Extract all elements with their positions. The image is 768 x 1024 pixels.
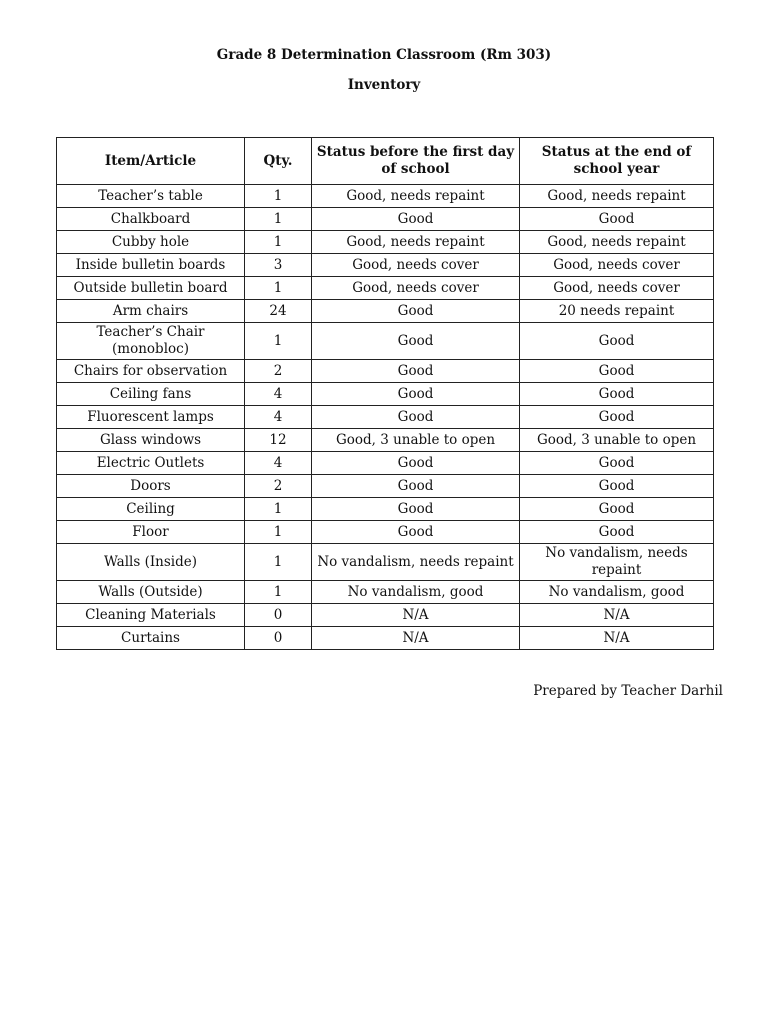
item-cell: Teacher’s Chair (monobloc)	[57, 323, 245, 360]
status-before-cell: Good	[312, 360, 520, 383]
qty-cell: 4	[245, 452, 312, 475]
qty-cell: 1	[245, 521, 312, 544]
status-before-cell: Good	[312, 323, 520, 360]
table-row	[57, 277, 714, 300]
qty-cell: 24	[245, 300, 312, 323]
qty-cell: 1	[245, 498, 312, 521]
status-end-cell: Good, 3 unable to open	[520, 429, 714, 452]
prepared-by-note: Prepared by Teacher Darhil	[533, 683, 723, 699]
qty-cell: 1	[245, 581, 312, 604]
table-row	[57, 323, 714, 360]
status-end-cell: Good, needs repaint	[520, 185, 714, 208]
status-before-cell: N/A	[312, 604, 520, 627]
status-end-cell: Good, needs repaint	[520, 231, 714, 254]
qty-cell: 12	[245, 429, 312, 452]
status-end-cell: N/A	[520, 627, 714, 650]
table-row	[57, 231, 714, 254]
table-row	[57, 544, 714, 581]
qty-cell: 4	[245, 406, 312, 429]
status-before-cell: No vandalism, good	[312, 581, 520, 604]
status-before-cell: Good	[312, 300, 520, 323]
inventory-table-header	[57, 138, 714, 185]
qty-cell: 2	[245, 360, 312, 383]
status-end-cell: Good, needs cover	[520, 254, 714, 277]
status-before-cell: Good	[312, 498, 520, 521]
status-before-cell: Good, needs cover	[312, 277, 520, 300]
item-cell: Fluorescent lamps	[57, 406, 245, 429]
qty-cell: 3	[245, 254, 312, 277]
inventory-table	[56, 137, 714, 650]
item-cell: Cubby hole	[57, 231, 245, 254]
document-title: Grade 8 Determination Classroom (Rm 303)	[216, 47, 552, 63]
status-end-cell: Good, needs cover	[520, 277, 714, 300]
header-item-article: Item/Article	[57, 138, 245, 185]
document-subtitle: Inventory	[347, 77, 421, 93]
item-cell: Ceiling	[57, 498, 245, 521]
item-cell: Curtains	[57, 627, 245, 650]
status-end-cell: No vandalism, good	[520, 581, 714, 604]
item-cell: Chairs for observation	[57, 360, 245, 383]
qty-cell: 1	[245, 544, 312, 581]
status-before-cell: Good, needs repaint	[312, 185, 520, 208]
item-cell: Arm chairs	[57, 300, 245, 323]
status-before-cell: Good, needs repaint	[312, 231, 520, 254]
status-before-cell: Good, 3 unable to open	[312, 429, 520, 452]
status-before-cell: No vandalism, needs repaint	[312, 544, 520, 581]
qty-cell: 1	[245, 277, 312, 300]
inventory-table-body	[57, 185, 714, 650]
qty-cell: 1	[245, 185, 312, 208]
table-row	[57, 429, 714, 452]
status-end-cell: 20 needs repaint	[520, 300, 714, 323]
table-row	[57, 208, 714, 231]
status-end-cell: N/A	[520, 604, 714, 627]
status-end-cell: Good	[520, 383, 714, 406]
table-row	[57, 452, 714, 475]
status-end-cell: Good	[520, 498, 714, 521]
qty-cell: 1	[245, 208, 312, 231]
table-row	[57, 521, 714, 544]
status-end-cell: Good	[520, 475, 714, 498]
item-cell: Walls (Outside)	[57, 581, 245, 604]
item-cell: Floor	[57, 521, 245, 544]
qty-cell: 1	[245, 323, 312, 360]
status-end-cell: Good	[520, 360, 714, 383]
table-row	[57, 604, 714, 627]
table-row	[57, 383, 714, 406]
item-cell: Ceiling fans	[57, 383, 245, 406]
status-end-cell: Good	[520, 208, 714, 231]
table-row	[57, 185, 714, 208]
status-before-cell: Good	[312, 452, 520, 475]
table-row	[57, 475, 714, 498]
status-before-cell: Good	[312, 383, 520, 406]
item-cell: Teacher’s table	[57, 185, 245, 208]
qty-cell: 0	[245, 627, 312, 650]
header-status-before: Status before the first day of school	[312, 138, 520, 185]
status-end-cell: Good	[520, 452, 714, 475]
header-qty: Qty.	[245, 138, 312, 185]
item-cell: Inside bulletin boards	[57, 254, 245, 277]
item-cell: Outside bulletin board	[57, 277, 245, 300]
status-before-cell: N/A	[312, 627, 520, 650]
table-row	[57, 360, 714, 383]
header-status-end: Status at the end of school year	[520, 138, 714, 185]
item-cell: Doors	[57, 475, 245, 498]
table-row	[57, 300, 714, 323]
item-cell: Chalkboard	[57, 208, 245, 231]
table-row	[57, 254, 714, 277]
status-before-cell: Good	[312, 521, 520, 544]
qty-cell: 1	[245, 231, 312, 254]
qty-cell: 4	[245, 383, 312, 406]
status-before-cell: Good	[312, 406, 520, 429]
table-row	[57, 581, 714, 604]
status-before-cell: Good	[312, 208, 520, 231]
table-row	[57, 498, 714, 521]
status-end-cell: No vandalism, needs repaint	[520, 544, 714, 581]
qty-cell: 0	[245, 604, 312, 627]
item-cell: Cleaning Materials	[57, 604, 245, 627]
table-row	[57, 627, 714, 650]
table-row	[57, 406, 714, 429]
status-end-cell: Good	[520, 323, 714, 360]
status-end-cell: Good	[520, 406, 714, 429]
status-before-cell: Good	[312, 475, 520, 498]
item-cell: Glass windows	[57, 429, 245, 452]
item-cell: Walls (Inside)	[57, 544, 245, 581]
item-cell: Electric Outlets	[57, 452, 245, 475]
qty-cell: 2	[245, 475, 312, 498]
status-end-cell: Good	[520, 521, 714, 544]
header-row	[57, 138, 714, 185]
status-before-cell: Good, needs cover	[312, 254, 520, 277]
